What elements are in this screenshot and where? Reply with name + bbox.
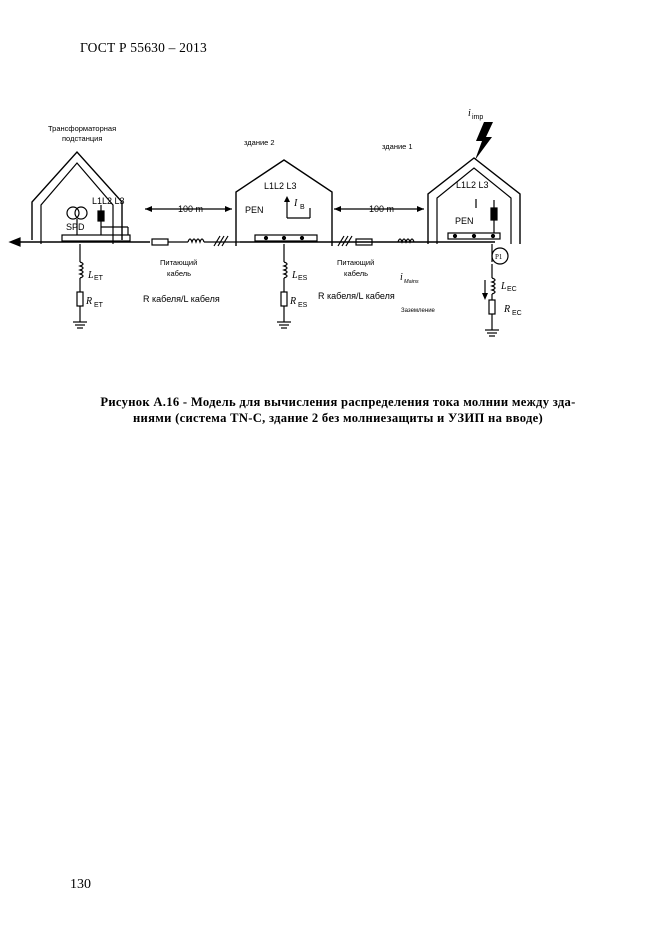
substation-label-2: подстанция [62, 134, 103, 143]
caption-line-1: Рисунок А.16 - Модель для вычисления распределения тока молнии между зда- [100, 395, 576, 409]
spd-label: SPD [66, 222, 85, 232]
i-mains-label: i [400, 272, 403, 283]
r-et-sub: ET [94, 302, 103, 309]
r-cable-1: R кабеля/L кабеля [143, 294, 220, 304]
lightning-bolt-icon [475, 122, 493, 160]
building2-pen: PEN [245, 205, 264, 215]
cable-label-2b: кабель [344, 269, 369, 278]
building2-label: здание 2 [244, 138, 275, 147]
l-et: L [88, 270, 94, 281]
l-ec: L [501, 281, 507, 292]
r-es: R [290, 296, 297, 307]
r-et: R [86, 296, 93, 307]
building-2 [236, 160, 332, 246]
cable-label-1b: кабель [167, 269, 192, 278]
building-1 [428, 158, 520, 244]
i-b-sub: B [300, 204, 305, 211]
lightning-distribution-diagram [0, 0, 661, 380]
building1-pen: PEN [455, 216, 474, 226]
r-ec-sub: EC [512, 310, 522, 317]
i-mains-sub: Mains [404, 279, 419, 285]
cable-label-1a: Питающий [160, 258, 198, 267]
grounding-label: Заземление [401, 308, 435, 314]
i-imp-sub: imp [472, 114, 484, 121]
figure-caption [60, 394, 616, 426]
l-et-sub: ET [94, 275, 103, 282]
i-imp-label: i [468, 108, 471, 119]
l-es-sub: ES [298, 275, 308, 282]
l-es: L [292, 270, 298, 281]
cable-label-2a: Питающий [337, 258, 375, 267]
building1-label: здание 1 [382, 142, 413, 151]
substation-label: Трансформаторная [48, 124, 117, 133]
r-cable-2: R кабеля/L кабеля [318, 291, 395, 301]
distance-1: 100 m [178, 204, 204, 214]
p1-label: P1 [495, 253, 503, 261]
caption-line-2: ниями (система TN-C, здание 2 без молниезащиты и УЗИП на вводе) [132, 411, 544, 425]
document-header: ГОСТ Р 55630 – 2013 [80, 40, 207, 55]
substation-phases: L1L2 L3 [92, 196, 125, 206]
r-es-sub: ES [298, 302, 308, 309]
i-b-label: I [294, 198, 298, 209]
l-ec-sub: EC [507, 286, 517, 293]
page-number: 130 [70, 877, 91, 892]
building2-phases: L1L2 L3 [264, 181, 297, 191]
building1-phases: L1L2 L3 [456, 180, 489, 190]
distance-2: 100 m [369, 204, 395, 214]
r-ec: R [504, 304, 511, 315]
